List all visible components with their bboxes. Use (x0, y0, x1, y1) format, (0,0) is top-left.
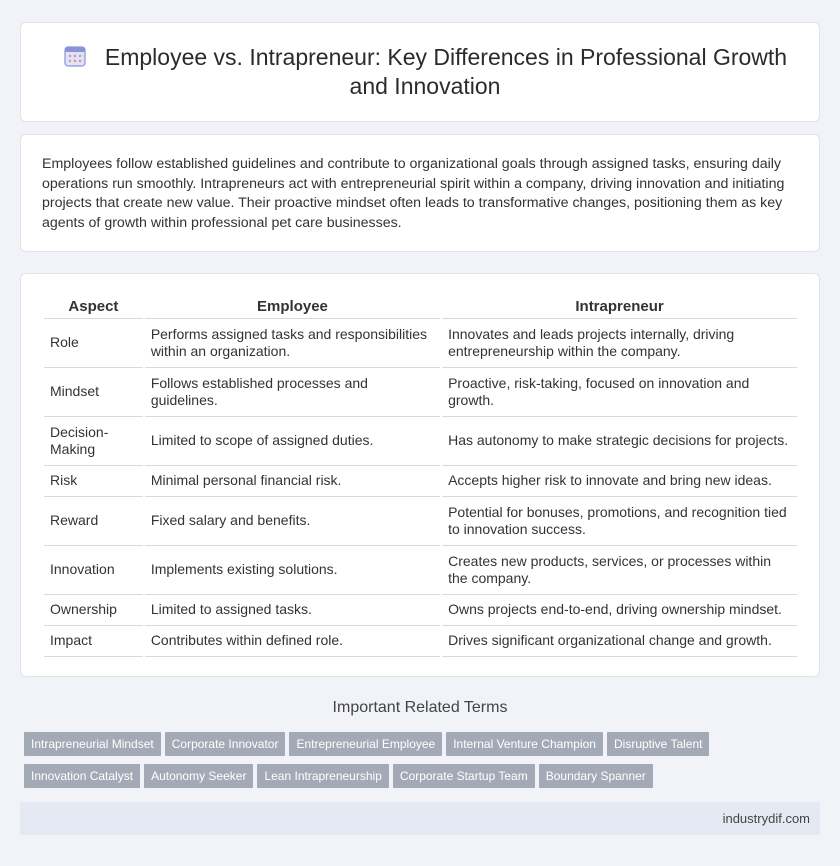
table-row (44, 626, 797, 657)
row-employee: Performs assigned tasks and responsibilities within an organization. (145, 319, 440, 368)
related-tag[interactable]: Corporate Innovator (165, 732, 286, 756)
related-tags-row-2 (24, 764, 824, 788)
related-tag[interactable]: Disruptive Talent (607, 732, 710, 756)
related-terms-title: Important Related Terms (332, 699, 508, 716)
row-aspect: Impact (44, 626, 143, 657)
related-tag[interactable]: Entrepreneurial Employee (289, 732, 442, 756)
footer (20, 802, 820, 835)
row-intrapreneur: Creates new products, services, or processes within the company. (442, 546, 797, 595)
row-employee: Minimal personal financial risk. (145, 466, 440, 497)
row-aspect: Decision-Making (44, 417, 143, 466)
row-aspect: Ownership (44, 595, 143, 626)
related-tag[interactable]: Innovation Catalyst (24, 764, 140, 788)
table-row (44, 497, 797, 546)
header-intrapreneur: Intrapreneur (442, 294, 797, 319)
table-row (44, 466, 797, 497)
row-intrapreneur: Accepts higher risk to innovate and bring new ideas. (442, 466, 797, 497)
intro-text: Employees follow established guidelines and contribute to organizational goals through assigned tasks, ensuring daily operations run smoothly. Intrapreneurs act with entrepreneurial spirit within a company, driving innovation and initiating projects that create new value. Their proactive mindset often leads to transformative changes, positioning them as key agents of growth within professional pet care businesses. (42, 156, 785, 231)
related-tag[interactable]: Lean Intrapreneurship (257, 764, 388, 788)
row-aspect: Mindset (44, 368, 143, 417)
row-employee: Implements existing solutions. (145, 546, 440, 595)
row-employee: Limited to assigned tasks. (145, 595, 440, 626)
header-employee: Employee (145, 294, 440, 319)
related-tag[interactable]: Boundary Spanner (539, 764, 653, 788)
row-aspect: Reward (44, 497, 143, 546)
table-row (44, 368, 797, 417)
row-intrapreneur: Drives significant organizational change and growth. (442, 626, 797, 657)
row-employee: Follows established processes and guidelines. (145, 368, 440, 417)
row-intrapreneur: Proactive, risk-taking, focused on innovation and growth. (442, 368, 797, 417)
table-row (44, 595, 797, 626)
row-intrapreneur: Innovates and leads projects internally, driving entrepreneurship within the company. (442, 319, 797, 368)
related-tag[interactable]: Autonomy Seeker (144, 764, 253, 788)
comparison-card (20, 273, 820, 677)
table-row (44, 417, 797, 466)
related-tag[interactable]: Corporate Startup Team (393, 764, 535, 788)
header-card (20, 22, 820, 122)
footer-site-link[interactable]: industrydif.com (722, 811, 810, 826)
table-header-row (44, 294, 797, 319)
row-intrapreneur: Owns projects end-to-end, driving ownership mindset. (442, 595, 797, 626)
row-intrapreneur: Has autonomy to make strategic decisions for projects. (442, 417, 797, 466)
related-tag[interactable]: Internal Venture Champion (446, 732, 603, 756)
table-row (44, 546, 797, 595)
row-intrapreneur: Potential for bonuses, promotions, and recognition tied to innovation success. (442, 497, 797, 546)
row-employee: Contributes within defined role. (145, 626, 440, 657)
header-aspect: Aspect (44, 294, 143, 319)
row-aspect: Role (44, 319, 143, 368)
table-row (44, 319, 797, 368)
comparison-table (42, 294, 799, 657)
page-title: Employee vs. Intrapreneur: Key Differences in Professional Growth and Innovation (104, 44, 788, 99)
row-employee: Limited to scope of assigned duties. (145, 417, 440, 466)
row-aspect: Risk (44, 466, 143, 497)
related-tag[interactable]: Intrapreneurial Mindset (24, 732, 161, 756)
row-employee: Fixed salary and benefits. (145, 497, 440, 546)
calendar-icon (63, 44, 87, 68)
row-aspect: Innovation (44, 546, 143, 595)
intro-card (20, 134, 820, 252)
page-title-wrap (51, 43, 799, 101)
related-tags-row-1 (24, 732, 824, 756)
